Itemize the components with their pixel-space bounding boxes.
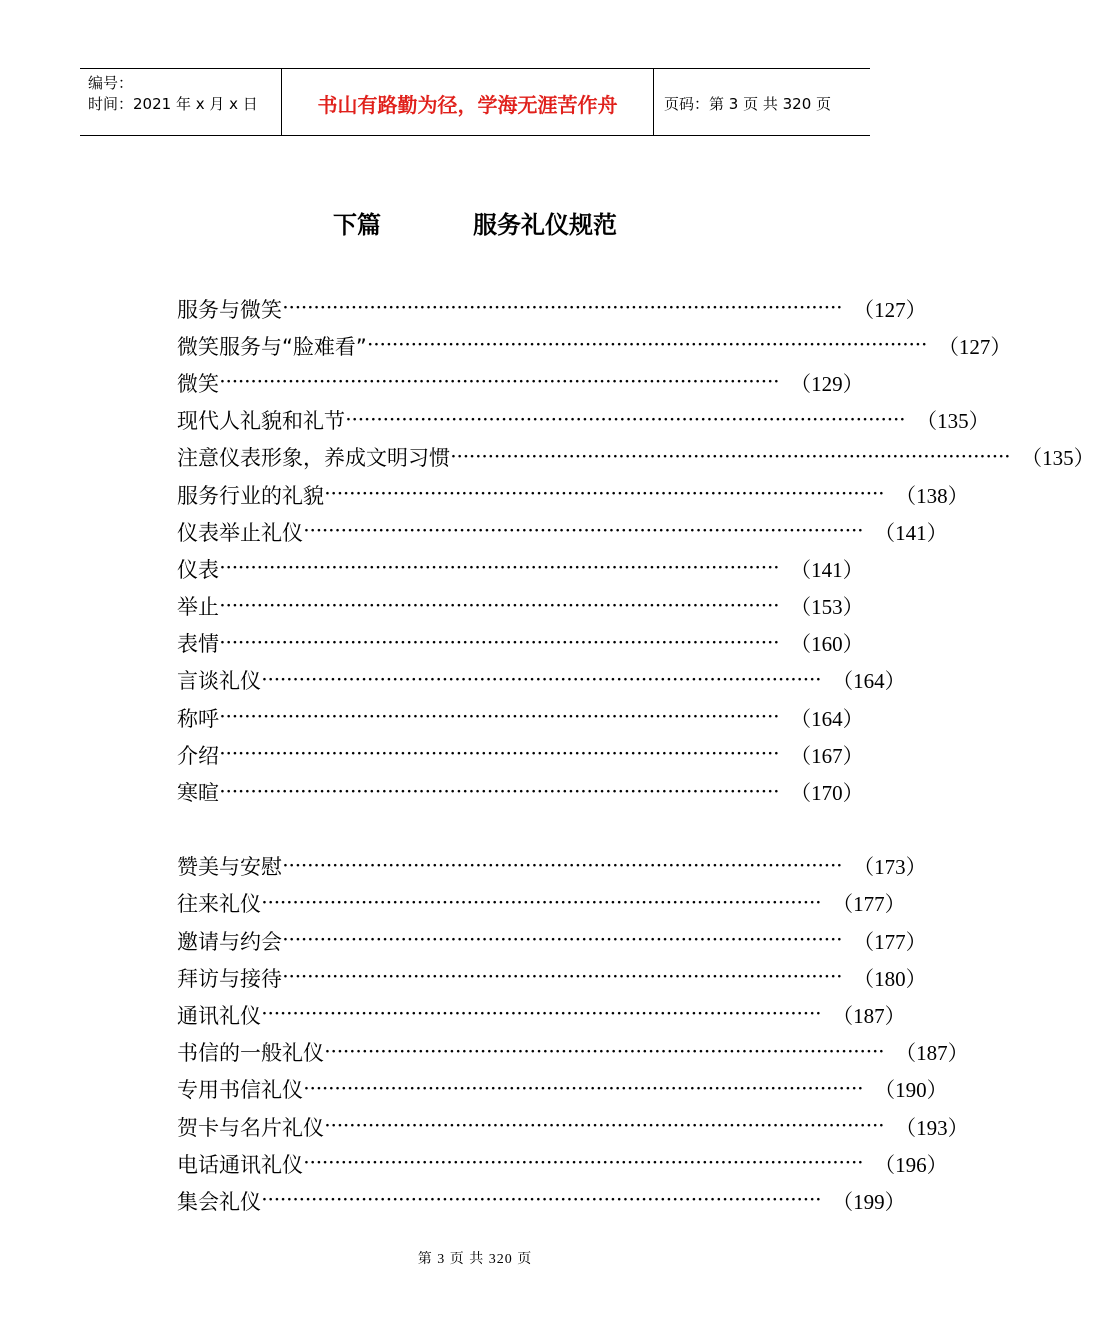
toc-entry-page: （129） [790,371,864,396]
toc-entry [177,996,906,1033]
toc-entry-label: 拜访与接待 [177,966,282,991]
toc-entry [177,736,864,773]
toc-leader-dots: ·························································································· [325,1118,886,1135]
toc-entry-label: 介绍 [177,743,219,768]
toc-entry-label: 电话通讯礼仪 [177,1152,303,1177]
toc-group-2 [177,848,969,1220]
toc-entry-label: 言谈礼仪 [177,669,261,694]
toc-entry [177,550,864,587]
toc-entry [177,513,948,550]
toc-entry-page: （173） [853,855,927,880]
time-label: 时间：2021 年 x 月 x 日 [88,95,258,113]
toc-entry [177,1145,948,1182]
toc-entry [177,1034,969,1071]
toc-entry [177,439,1095,476]
toc-leader-dots: ·························································································· [220,709,781,726]
table-of-contents [177,290,1095,1220]
toc-entry-label: 表情 [177,632,219,657]
toc-entry [177,773,864,810]
toc-entry-label: 通讯礼仪 [177,1003,261,1028]
toc-leader-dots: ·························································································· [325,486,886,503]
toc-entry-label: 赞美与安慰 [177,855,282,880]
toc-leader-dots: ·························································································· [262,894,823,911]
toc-entry [177,848,927,885]
toc-entry-page: （138） [895,483,969,508]
toc-entry-label: 书信的一般礼仪 [177,1041,324,1066]
toc-entry [177,588,864,625]
toc-leader-dots: ·························································································· [283,969,844,986]
toc-entry-label: 专用书信礼仪 [177,1078,303,1103]
toc-leader-dots: ·························································································· [220,374,781,391]
toc-entry-page: （193） [895,1115,969,1140]
toc-entry [177,1182,906,1219]
toc-entry-page: （160） [790,632,864,657]
toc-entry-label: 仪表 [177,557,219,582]
toc-entry-page: （141） [874,520,948,545]
toc-entry-page: （164） [832,669,906,694]
toc-leader-dots: ·························································································· [220,560,781,577]
toc-entry-page: （153） [790,595,864,620]
toc-entry-page: （127） [853,297,927,322]
number-label: 编号： [88,74,134,92]
toc-leader-dots: ·························································································· [304,523,865,540]
toc-entry-label: 仪表举止礼仪 [177,520,303,545]
toc-entry-label: 举止 [177,595,219,620]
toc-entry [177,922,927,959]
toc-leader-dots: ·························································································· [304,1080,865,1097]
toc-entry-page: （180） [853,966,927,991]
toc-entry-page: （199） [832,1189,906,1214]
header-meta [80,69,282,135]
page-header [80,68,870,136]
toc-entry-label: 寒暄 [177,781,219,806]
toc-leader-dots: ·························································································· [220,746,781,763]
toc-entry [177,1071,948,1108]
toc-entry [177,625,864,662]
toc-entry-page: （164） [790,706,864,731]
toc-leader-dots: ·························································································· [346,411,907,428]
toc-leader-dots: ·························································································· [262,1006,823,1023]
page-title [0,205,950,240]
toc-group-1 [177,290,1095,811]
toc-entry-page: （187） [895,1041,969,1066]
toc-entry-page: （187） [832,1003,906,1028]
toc-leader-dots: ·························································································· [283,857,844,874]
toc-entry-page: （190） [874,1078,948,1103]
toc-entry-label: 微笑 [177,371,219,396]
toc-leader-dots: ·························································································· [262,1192,823,1209]
toc-entry [177,662,906,699]
toc-entry-label: 集会礼仪 [177,1189,261,1214]
toc-entry-page: （135） [1021,446,1095,471]
toc-entry-label: 微笑服务与“脸难看” [177,334,367,359]
toc-entry-page: （196） [874,1152,948,1177]
toc-leader-dots: ·························································································· [220,783,781,800]
toc-leader-dots: ·························································································· [220,634,781,651]
toc-entry [177,1108,969,1145]
toc-leader-dots: ·························································································· [220,597,781,614]
toc-entry [177,476,969,513]
toc-leader-dots: ·························································································· [451,448,1012,465]
title-part: 下篇 [333,211,381,239]
toc-entry [177,364,864,401]
toc-entry-label: 服务行业的礼貌 [177,483,324,508]
toc-entry [177,699,864,736]
toc-entry-label: 现代人礼貌和礼节 [177,409,345,434]
toc-entry-page: （135） [916,409,990,434]
page-footer: 第 3 页 共 320 页 [417,1252,533,1267]
toc-leader-dots: ·························································································· [262,671,823,688]
toc-leader-dots: ·························································································· [283,932,844,949]
header-page-info: 页码：第 3 页 共 320 页 [664,94,832,113]
header-motto: 书山有路勤为径，学海无涯苦作舟 [282,69,654,135]
toc-entry [177,402,990,439]
toc-entry-page: （177） [832,892,906,917]
toc-entry-page: （127） [937,334,1012,359]
toc-entry-label: 邀请与约会 [177,929,282,954]
toc-entry [177,885,906,922]
toc-entry-page: （167） [790,743,864,768]
toc-entry-label: 称呼 [177,706,219,731]
toc-entry-page: （177） [853,929,927,954]
toc-entry-label: 往来礼仪 [177,892,261,917]
toc-leader-dots: ·························································································· [367,337,928,354]
toc-entry [177,290,927,327]
title-name: 服务礼仪规范 [473,211,617,239]
toc-leader-dots: ·························································································· [325,1043,886,1060]
toc-entry [177,327,1012,364]
toc-entry-label: 贺卡与名片礼仪 [177,1115,324,1140]
toc-entry-page: （141） [790,557,864,582]
toc-entry-page: （170） [790,781,864,806]
toc-leader-dots: ·························································································· [283,300,844,317]
toc-leader-dots: ·························································································· [304,1155,865,1172]
toc-entry-label: 服务与微笑 [177,297,282,322]
toc-entry-label: 注意仪表形象，养成文明习惯 [177,446,450,471]
toc-entry [177,959,927,996]
